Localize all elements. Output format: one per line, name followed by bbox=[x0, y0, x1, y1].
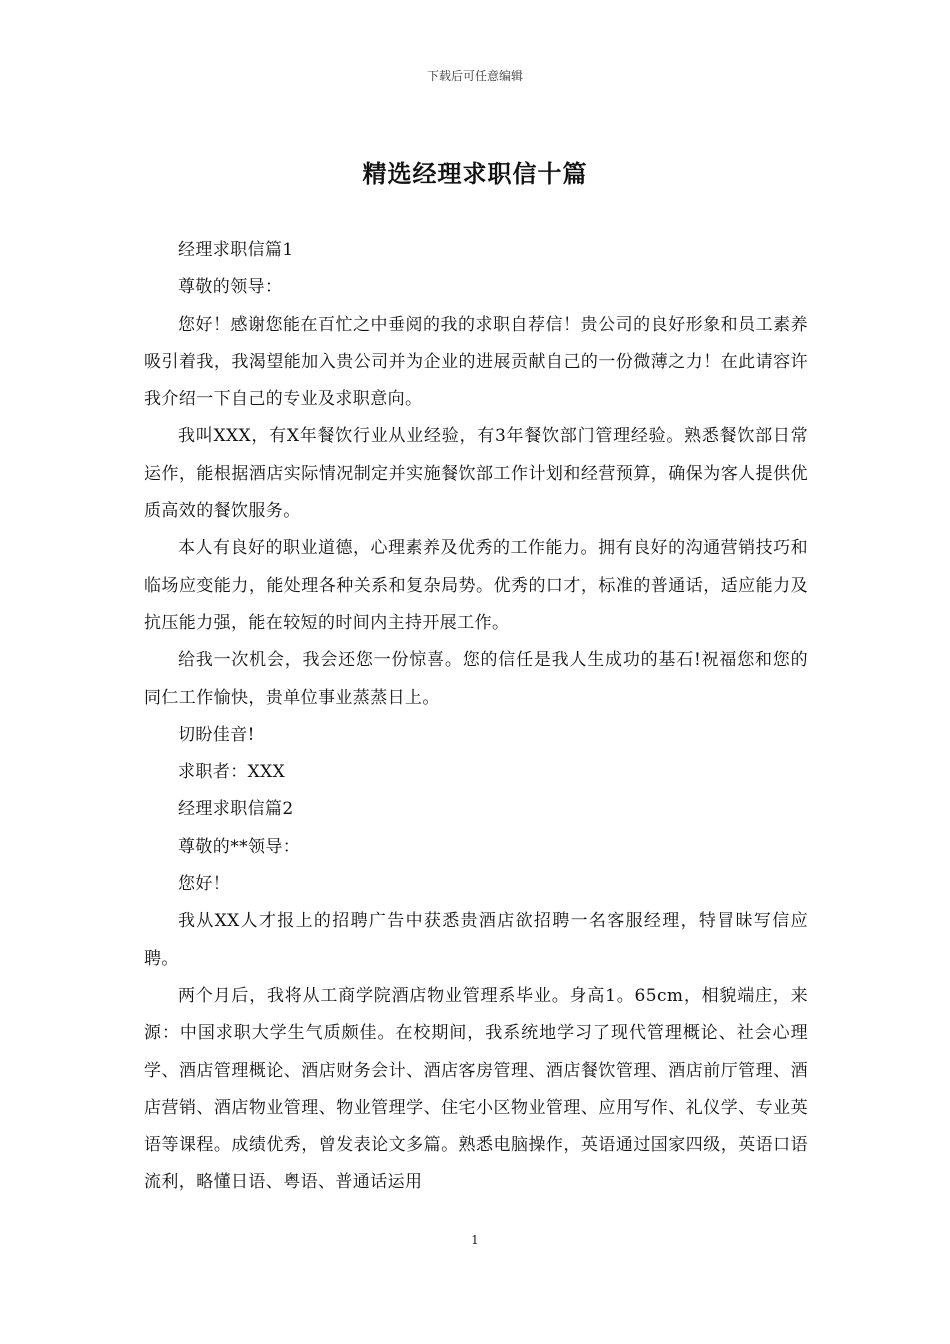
closing-line: 切盼佳音! bbox=[178, 724, 255, 745]
body-paragraph: 本人有良好的职业道德，心理素养及优秀的工作能力。拥有良好的沟通营销技巧和临场应变能力，能处理各种关系和复杂局势。优秀的口才，标准的普通话，适应能力及抗压能力强，能在较短的时间内主持开展工作。 bbox=[144, 538, 808, 633]
document-body bbox=[144, 232, 808, 1202]
salutation-2: 尊敬的**领导： bbox=[178, 836, 301, 857]
greeting-line: 您好！ bbox=[178, 874, 231, 895]
body-paragraph: 我叫XXX，有X年餐饮行业从业经验，有3年餐饮部门管理经验。熟悉餐饮部日常运作，能根据酒店实际情况制定并实施餐饮部工作计划和经营预算，确保为客人提供优质高效的餐饮服务。 bbox=[144, 426, 808, 522]
page-header-note: 下载后可任意编辑 bbox=[426, 69, 523, 83]
page-number: 1 bbox=[471, 1233, 479, 1247]
signature-line: 求职者：XXX bbox=[178, 762, 286, 783]
body-paragraph: 给我一次机会，我会还您一份惊喜。您的信任是我人生成功的基石!祝福您和您的同仁工作愉快，贵单位事业蒸蒸日上。 bbox=[144, 650, 808, 708]
body-paragraph: 您好！感谢您能在百忙之中垂阅的我的求职自荐信！贵公司的良好形象和员工素养吸引着我，我渴望能加入贵公司并为企业的进展贡献自己的一份微薄之力！在此请容许我介绍一下自己的专业及求职意向。 bbox=[144, 314, 808, 410]
section-heading-2: 经理求职信篇2 bbox=[178, 799, 294, 820]
salutation-1: 尊敬的领导： bbox=[178, 277, 283, 298]
document-title: 精选经理求职信十篇 bbox=[362, 160, 588, 188]
body-paragraph: 我从XX人才报上的招聘广告中获悉贵酒店欲招聘一名客服经理，特冒昧写信应聘。 bbox=[144, 911, 808, 969]
body-paragraph: 两个月后，我将从工商学院酒店物业管理系毕业。身高1。65cm，相貌端庄，来源：中国求职大学生气质颇佳。在校期间，我系统地学习了现代管理概论、社会心理学、酒店管理概论、酒店财务会计、酒店客房管理、酒店餐饮管理、酒店前厅管理、酒店营销、酒店物业管理、物业管理学、住宅小区物业管理、应用写作、礼仪学、专业英语等课程。成绩优秀，曾发表论文多篇。熟悉电脑操作，英语通过国家四级，英语口语流利，略懂日语、粤语、普通话运用 bbox=[144, 985, 808, 1193]
section-heading-1: 经理求职信篇1 bbox=[178, 240, 294, 260]
